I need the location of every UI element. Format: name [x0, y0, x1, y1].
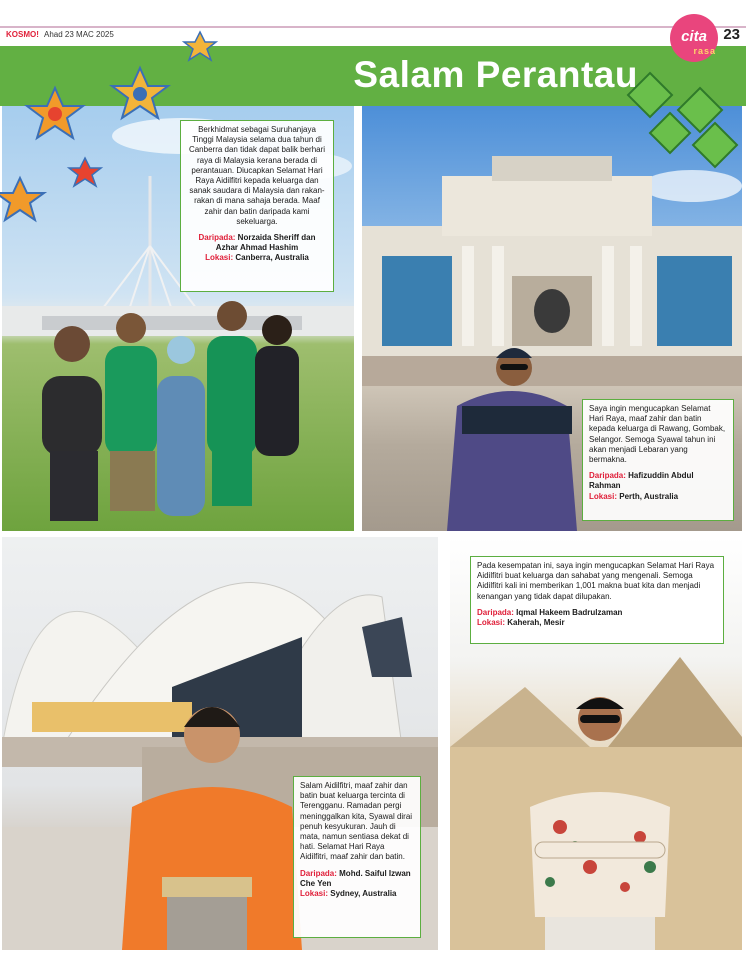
from-label: Daripada: [477, 607, 514, 617]
greeting-sender [187, 233, 327, 253]
greeting-location [477, 618, 717, 628]
greeting-card-mongolia [582, 399, 734, 521]
page-number: 23 [723, 26, 740, 43]
greeting-location [589, 492, 727, 502]
star-ornament-icon [27, 88, 83, 138]
greeting-card-sydney [293, 776, 421, 938]
location-label: Lokasi: [477, 618, 506, 628]
greeting-location [187, 253, 327, 263]
section-badge: cita [670, 14, 718, 62]
sender-name: Norzaida Sheriff dan Azhar Ahmad Hashim [215, 233, 316, 253]
location-value: Canberra, Australia [235, 253, 309, 263]
star-ornament-icon [112, 68, 168, 118]
star-ornament-icon [184, 32, 216, 60]
location-label: Lokasi: [205, 253, 234, 263]
from-label: Daripada: [300, 868, 337, 878]
decorative-ornaments [0, 28, 746, 278]
star-ornament-icon [0, 178, 44, 220]
location-value: Perth, Australia [619, 491, 679, 501]
sender-name: Mohd. Saiful Izwan Che Yen [300, 868, 411, 888]
location-label: Lokasi: [589, 491, 618, 501]
newspaper-brand: KOSMO! [6, 30, 39, 39]
greeting-card-canberra [180, 120, 334, 292]
from-label: Daripada: [198, 233, 236, 243]
greeting-message: Saya ingin mengucapkan Selamat Hari Raya, maaf zahir dan batin kepada keluarga di Rawang, Gombak, Selangor. Semoga Syawal tahun ini akan menjadi Lebaran yang bermakna. [589, 404, 726, 465]
page-title: Salam Perantau [353, 54, 638, 95]
sender-name: Hafizuddin Abdul Rahman [589, 471, 694, 491]
greeting-card-egypt [470, 556, 724, 644]
location-label: Lokasi: [300, 889, 329, 899]
greeting-sender [300, 869, 414, 889]
location-value: Kaherah, Mesir [507, 618, 565, 628]
greeting-message: Salam Aidilfitri, maaf zahir dan batin buat keluarga tercinta di Terengganu. Ramadan pergi meninggalkan kita, Syawal dirai penuh kesyukuran. Jauh di mata, namun sentiasa dekat di hati. Selamat Hari Raya Aidilfitri, maaf zahir dan batin. [300, 781, 413, 862]
from-label: Daripada: [589, 471, 626, 481]
section-badge-sub: rasa [693, 46, 716, 56]
sender-name: Iqmal Hakeem Badrulzaman [516, 607, 623, 617]
ketupat-icon [628, 73, 737, 167]
greeting-sender [477, 608, 717, 618]
issue-date: Ahad 23 MAC 2025 [44, 30, 114, 39]
greeting-message: Pada kesempatan ini, saya ingin mengucapkan Selamat Hari Raya Aidilfitri buat keluarga dan sahabat yang mengenali. Semoga Aidilfitri kali ini memberikan 1,001 makna buat kita dan menjadi kenangan yang tidak dapat dilupakan. [477, 561, 715, 601]
greeting-message: Berkhidmat sebagai Suruhanjaya Tinggi Malaysia selama dua tahun di Canberra dan tidak dapat balik berhari raya di Malaysia kerana berada di perantauan. Diucapkan Selamat Hari Raya Aidilfitri kepada keluarga dan sanak saudara di Malaysia dan rakan-rakan di mana sahaja berada. Maaf zahir dan batin daripada kami sekeluarga. [188, 125, 326, 226]
greeting-sender [589, 471, 727, 491]
location-value: Sydney, Australia [330, 889, 397, 899]
greeting-location [300, 889, 414, 899]
star-ornament-icon [69, 158, 101, 186]
